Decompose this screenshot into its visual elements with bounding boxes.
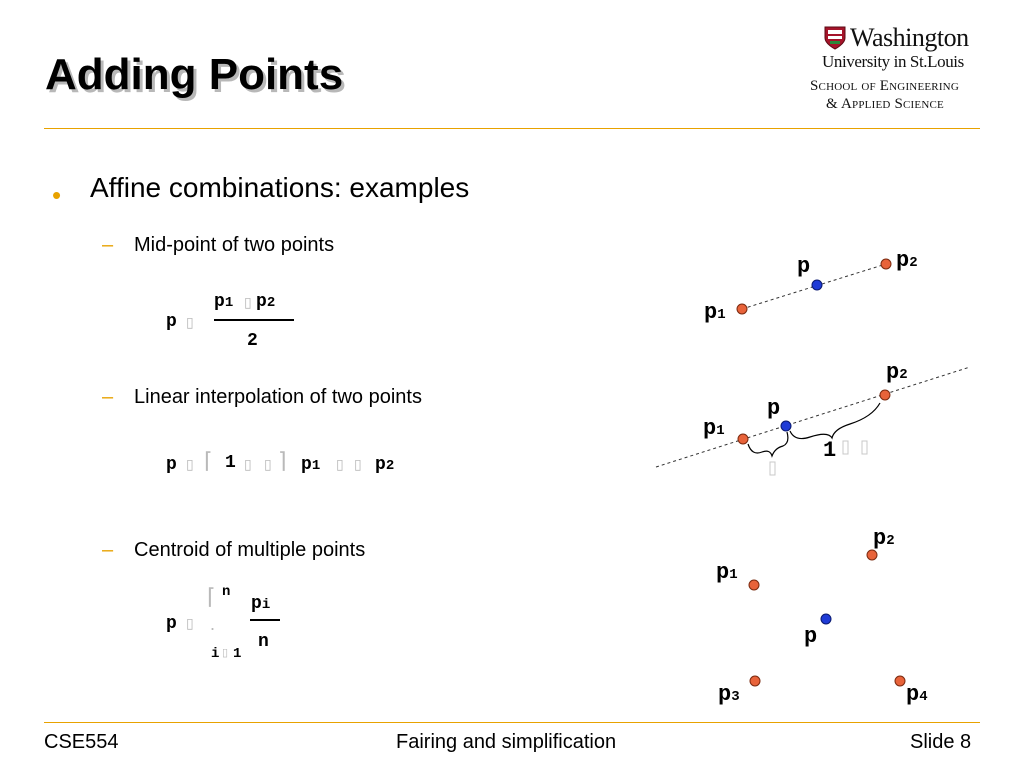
point-p: [812, 280, 822, 290]
symbol-glyph: ▯: [186, 615, 194, 631]
symbol-glyph: [770, 462, 775, 475]
bullet-dot-icon: •: [52, 180, 62, 210]
symbol-glyph: .: [210, 614, 216, 634]
label-p3: p3: [718, 682, 740, 707]
symbol-glyph: ▯: [244, 456, 252, 472]
formula-lhs: p: [166, 614, 177, 634]
symbol-glyph: ▯: [354, 456, 362, 472]
point-p2: [881, 259, 891, 269]
label-p2: p2: [886, 360, 908, 385]
formula-den: n: [258, 632, 269, 652]
sub-linear: Linear interpolation of two points: [134, 386, 422, 408]
point-p1: [738, 434, 748, 444]
symbol-glyph: ▯: [186, 314, 194, 330]
label-p2: p2: [873, 526, 895, 551]
logo-school: School of Engineering: [810, 78, 959, 94]
dash-icon: –: [102, 539, 114, 561]
footer-course: CSE554: [44, 731, 119, 753]
point-p2: [867, 550, 877, 560]
footer-topic: Fairing and simplification: [396, 731, 617, 753]
formula-pb: p2: [375, 455, 395, 475]
label-p4: p4: [906, 682, 928, 707]
point-p4: [895, 676, 905, 686]
footer-slide-number: Slide 8: [910, 731, 972, 753]
sum-upper: n: [222, 584, 231, 600]
bullet-affine: Affine combinations: examples: [90, 172, 470, 203]
label-one: 1: [823, 438, 837, 463]
sum-lower-i: i: [211, 646, 220, 662]
footer-divider: [44, 722, 980, 723]
formula-num-a: p1: [214, 292, 234, 312]
formula-one: 1: [225, 453, 236, 473]
point-p: [781, 421, 791, 431]
point-p2: [880, 390, 890, 400]
symbol-glyph: ⌉: [278, 448, 287, 473]
dash-icon: –: [102, 234, 114, 256]
slide-title: Adding Points: [45, 50, 344, 99]
formula-num: pi: [251, 594, 271, 614]
formula-num-b: p2: [256, 292, 276, 312]
brace-one-minus-alpha: [790, 403, 880, 439]
label-p1: p1: [703, 416, 725, 441]
dash-icon: –: [102, 386, 114, 408]
label-p: p: [804, 624, 818, 649]
symbol-glyph: ▯: [222, 647, 229, 659]
logo-washington: Washington: [850, 23, 969, 52]
label-p1: p1: [716, 560, 738, 585]
formula-pa: p1: [301, 455, 321, 475]
formula-den: 2: [247, 331, 258, 351]
point-p1: [737, 304, 747, 314]
label-p1: p1: [704, 300, 726, 325]
symbol-glyph: ▯: [244, 294, 252, 310]
sum-symbol-icon: ⌈: [207, 584, 216, 609]
sub-midpoint: Mid-point of two points: [134, 234, 335, 256]
point-p3: [750, 676, 760, 686]
label-p: p: [767, 396, 781, 421]
figure-linear: [656, 360, 970, 475]
point-p: [821, 614, 831, 624]
sum-lower-1: 1: [233, 646, 242, 662]
symbol-glyph: [843, 441, 848, 454]
symbol-glyph: ⌈: [204, 448, 213, 473]
logo-university: University in St.Louis: [822, 52, 964, 71]
point-p1: [749, 580, 759, 590]
label-p2: p2: [896, 248, 918, 273]
logo-applied: & Applied Science: [826, 96, 944, 112]
figure-midpoint: [704, 248, 918, 325]
symbol-glyph: ▯: [186, 456, 194, 472]
formula-lhs: p: [166, 312, 177, 332]
formula-lhs: p: [166, 455, 177, 475]
sub-centroid: Centroid of multiple points: [134, 539, 366, 561]
figure-centroid: [716, 526, 928, 707]
symbol-glyph: ▯: [264, 456, 272, 472]
symbol-glyph: [862, 441, 867, 454]
label-p: p: [797, 254, 811, 279]
symbol-glyph: ▯: [336, 456, 344, 472]
